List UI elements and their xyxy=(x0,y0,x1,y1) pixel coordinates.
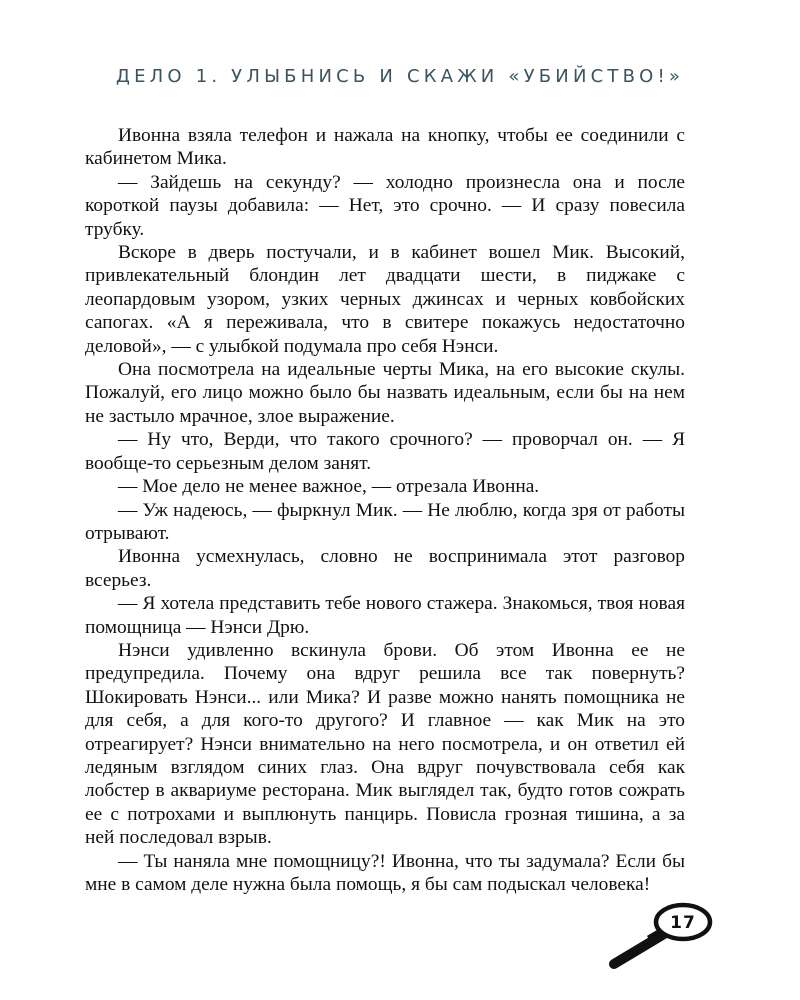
paragraph: — Уж надеюсь, — фыркнул Мик. — Не люблю, когда зря от работы отрывают. xyxy=(85,499,685,544)
paragraph: Вскоре в дверь постучали, и в кабинет вошел Мик. Высокий, привлекательный блондин лет двадцати шести, в пиджаке с леопардовым узором, узких черных джинсах и черных ковбойских сапогах. «А я переживала, что в свитере покажусь недостаточно деловой», — с улыбкой подумала про себя Нэнси. xyxy=(85,242,685,357)
paragraph: Нэнси удивленно вскинула брови. Об этом Ивонна ее не предупредила. Почему она вдруг решила все так повернуть? Шокировать Нэнси... или Мика? И разве можно нанять помощника не для себя, а для кого-то другого? И главное — как Мик на это отреагирует? Нэнси внимательно на него посмотрела, и он ответил ей ледяным взглядом синих глаз. Она вдруг почувствовала себя как лобстер в аквариуме ресторана. Мик выглядел так, будто готов сожрать ее с потрохами и выплюнуть панцирь. Повисла грозная тишина, а за ней последовал взрыв. xyxy=(85,639,685,849)
paragraph: — Я хотела представить тебе нового стажера. Знакомься, твоя новая помощница — Нэнси Дрю. xyxy=(85,593,685,638)
paragraph: — Ты наняла мне помощницу?! Ивонна, что ты задумала? Если бы мне в самом деле нужна была помощь, я бы сам подыскал человека! xyxy=(85,850,685,895)
body-text xyxy=(85,124,685,896)
paragraph: Ивонна усмехнулась, словно не воспринимала этот разговор всерьез. xyxy=(85,546,685,591)
paragraph: — Ну что, Верди, что такого срочного? — проворчал он. — Я вообще-то серьезным делом занят. xyxy=(85,429,685,474)
paragraph: — Зайдешь на секунду? — холодно произнесла она и после короткой паузы добавила: — Нет, это срочно. — И сразу повесила трубку. xyxy=(85,171,685,240)
paragraph: Ивонна взяла телефон и нажала на кнопку, чтобы ее соединили с кабинетом Мика. xyxy=(85,125,685,170)
paragraph: — Мое дело не менее важное, — отрезала Ивонна. xyxy=(118,476,540,498)
running-header: ДЕЛО 1. УЛЫБНИСЬ И СКАЖИ «УБИЙСТВО!» xyxy=(115,66,685,87)
paragraph: Она посмотрела на идеальные черты Мика, на его высокие скулы. Пожалуй, его лицо можно было бы назвать идеальным, если бы на нем не застыло мрачное, злое выражение. xyxy=(85,359,685,427)
page-number: 17 xyxy=(670,913,696,933)
